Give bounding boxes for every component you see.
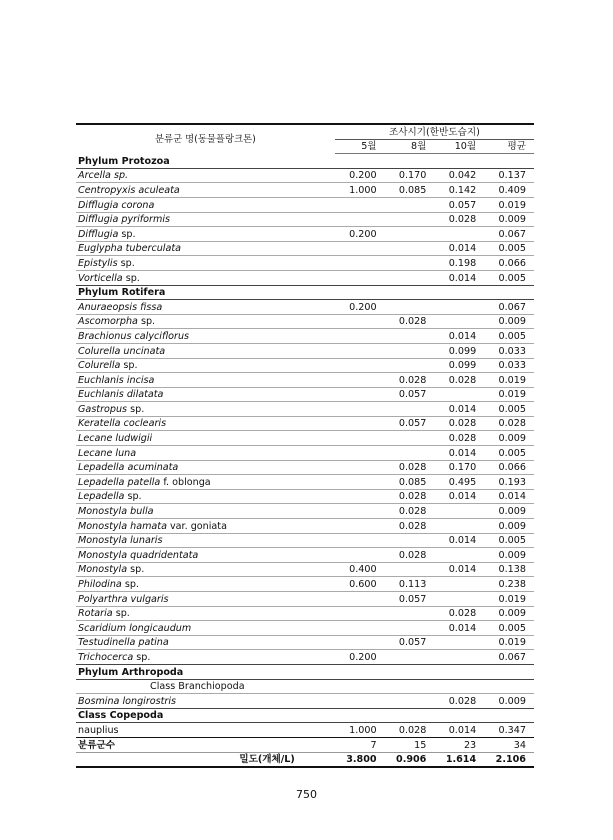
density-label: 밀도(개체/L) bbox=[76, 752, 335, 767]
taxon-name bbox=[76, 475, 335, 490]
value-aug: 0.028 bbox=[385, 519, 435, 534]
value-may: 0.200 bbox=[335, 227, 385, 242]
value-may bbox=[335, 694, 385, 709]
taxon-suffix: sp. bbox=[112, 608, 130, 620]
value-oct: 0.014 bbox=[434, 621, 484, 636]
taxon-genus: Scaridium longicaudum bbox=[78, 622, 192, 634]
value-may bbox=[335, 343, 385, 358]
table-row bbox=[76, 168, 534, 183]
taxon-genus: Ascomorpha bbox=[78, 316, 138, 328]
group-header-row bbox=[76, 285, 534, 300]
taxon-name bbox=[76, 650, 335, 665]
taxon-name bbox=[76, 212, 335, 227]
value-average: 0.238 bbox=[484, 577, 534, 592]
value-average: 0.409 bbox=[484, 183, 534, 198]
taxon-name bbox=[76, 314, 335, 329]
value-may bbox=[335, 519, 385, 534]
value-may bbox=[335, 416, 385, 431]
table-row bbox=[76, 212, 534, 227]
value-may bbox=[335, 475, 385, 490]
taxon-name bbox=[76, 270, 335, 285]
taxon-genus: Euglypha tuberculata bbox=[78, 243, 181, 255]
taxon-suffix: sp. bbox=[118, 228, 136, 240]
value-may bbox=[335, 431, 385, 446]
value-oct bbox=[434, 314, 484, 329]
value-average: 0.009 bbox=[484, 212, 534, 227]
value-aug bbox=[385, 197, 435, 212]
value-average: 0.019 bbox=[484, 373, 534, 388]
value-may bbox=[335, 387, 385, 402]
taxa-count-oct: 23 bbox=[434, 737, 484, 752]
value-average: 0.028 bbox=[484, 416, 534, 431]
table-row bbox=[76, 489, 534, 504]
value-oct: 0.014 bbox=[434, 489, 484, 504]
taxon-name bbox=[76, 227, 335, 242]
taxon-genus: Epistylis bbox=[78, 257, 118, 269]
taxon-name bbox=[76, 256, 335, 271]
value-oct: 0.198 bbox=[434, 256, 484, 271]
density-row bbox=[76, 752, 534, 767]
value-aug bbox=[385, 270, 435, 285]
value-aug: 0.028 bbox=[385, 723, 435, 738]
value-aug: 0.028 bbox=[385, 489, 435, 504]
value-may bbox=[335, 621, 385, 636]
page-number: 750 bbox=[296, 788, 317, 801]
taxon-name bbox=[76, 504, 335, 519]
value-may bbox=[335, 504, 385, 519]
table-row bbox=[76, 694, 534, 709]
value-average: 0.009 bbox=[484, 548, 534, 563]
value-may bbox=[335, 635, 385, 650]
taxon-name bbox=[76, 358, 335, 373]
taxon-name bbox=[76, 300, 335, 315]
taxon-name bbox=[76, 533, 335, 548]
taxon-name bbox=[76, 329, 335, 344]
value-oct bbox=[434, 592, 484, 607]
table-row bbox=[76, 241, 534, 256]
taxon-genus: Anuraeopsis fissa bbox=[78, 301, 163, 313]
value-average: 0.138 bbox=[484, 562, 534, 577]
value-may bbox=[335, 256, 385, 271]
value-may bbox=[335, 446, 385, 461]
taxon-genus: Philodina bbox=[78, 579, 122, 590]
value-average: 0.137 bbox=[484, 168, 534, 183]
value-oct: 0.014 bbox=[434, 402, 484, 417]
value-average: 0.005 bbox=[484, 241, 534, 256]
table-body bbox=[76, 154, 534, 738]
value-average: 0.067 bbox=[484, 650, 534, 665]
taxon-suffix: sp. bbox=[127, 564, 145, 576]
value-average: 0.009 bbox=[484, 431, 534, 446]
taxon-genus: Monostyla lunaris bbox=[78, 535, 163, 547]
value-aug bbox=[385, 606, 435, 621]
taxon-suffix: sp. bbox=[124, 491, 142, 503]
value-may bbox=[335, 241, 385, 256]
value-average: 0.019 bbox=[484, 197, 534, 212]
table-row bbox=[76, 650, 534, 665]
taxon-column-header: 분류군 명(동물플랑크톤) bbox=[154, 133, 256, 145]
taxon-suffix: var. goniata bbox=[166, 520, 227, 532]
group-label: Phylum Arthropoda bbox=[76, 664, 534, 679]
value-oct: 0.057 bbox=[434, 197, 484, 212]
value-oct: 0.028 bbox=[434, 431, 484, 446]
taxon-suffix: sp. bbox=[127, 403, 145, 415]
value-average: 0.019 bbox=[484, 592, 534, 607]
value-aug bbox=[385, 621, 435, 636]
value-oct: 0.099 bbox=[434, 358, 484, 373]
value-oct: 0.014 bbox=[434, 270, 484, 285]
table-row bbox=[76, 592, 534, 607]
value-aug bbox=[385, 402, 435, 417]
taxon-genus: Colurella bbox=[78, 360, 121, 372]
value-aug: 0.057 bbox=[385, 416, 435, 431]
value-average: 0.014 bbox=[484, 489, 534, 504]
taxon-genus: Difflugia corona bbox=[78, 199, 155, 211]
taxon-genus: Keratella coclearis bbox=[78, 418, 167, 430]
value-average: 0.009 bbox=[484, 694, 534, 709]
value-aug: 0.028 bbox=[385, 548, 435, 563]
taxa-count-row bbox=[76, 737, 534, 752]
taxon-name bbox=[76, 343, 335, 358]
value-aug bbox=[385, 256, 435, 271]
table-row bbox=[76, 416, 534, 431]
taxon-genus: Lecane ludwigii bbox=[78, 433, 153, 445]
taxon-name bbox=[76, 387, 335, 402]
value-oct bbox=[434, 635, 484, 650]
value-may bbox=[335, 373, 385, 388]
taxon-suffix: sp. bbox=[120, 360, 138, 372]
value-oct: 0.142 bbox=[434, 183, 484, 198]
taxon-genus: Polyarthra vulgaris bbox=[78, 593, 169, 605]
value-average: 0.067 bbox=[484, 300, 534, 315]
table-row bbox=[76, 314, 534, 329]
table-row bbox=[76, 227, 534, 242]
group-label: Phylum Protozoa bbox=[76, 154, 534, 169]
value-may bbox=[335, 358, 385, 373]
taxon-suffix: sp. bbox=[133, 651, 151, 663]
table-row bbox=[76, 533, 534, 548]
value-may bbox=[335, 402, 385, 417]
taxon-genus: Euchlanis dilatata bbox=[78, 389, 164, 401]
subclass-row bbox=[76, 679, 534, 694]
value-aug bbox=[385, 446, 435, 461]
table-row bbox=[76, 183, 534, 198]
value-aug: 0.085 bbox=[385, 183, 435, 198]
table-row bbox=[76, 329, 534, 344]
table-row bbox=[76, 300, 534, 315]
value-oct: 0.014 bbox=[434, 241, 484, 256]
value-average: 0.009 bbox=[484, 606, 534, 621]
taxon-name bbox=[76, 562, 335, 577]
taxon-name bbox=[76, 183, 335, 198]
value-average: 0.009 bbox=[484, 519, 534, 534]
value-may bbox=[335, 606, 385, 621]
value-oct bbox=[434, 227, 484, 242]
value-oct: 0.028 bbox=[434, 606, 484, 621]
group-header-row bbox=[76, 154, 534, 169]
value-may: 0.200 bbox=[335, 650, 385, 665]
value-average: 0.005 bbox=[484, 446, 534, 461]
table-row bbox=[76, 387, 534, 402]
taxa-count-may: 7 bbox=[335, 737, 385, 752]
taxa-count-aug: 15 bbox=[385, 737, 435, 752]
taxon-genus: Monostyla bulla bbox=[78, 506, 154, 518]
taxon-genus: Trichocerca bbox=[78, 651, 134, 663]
value-oct: 0.028 bbox=[434, 212, 484, 227]
value-may bbox=[335, 489, 385, 504]
table-row bbox=[76, 723, 534, 738]
value-aug: 0.057 bbox=[385, 592, 435, 607]
taxon-suffix: sp. bbox=[121, 579, 139, 590]
value-aug bbox=[385, 241, 435, 256]
value-average: 0.019 bbox=[484, 635, 534, 650]
value-aug: 0.028 bbox=[385, 373, 435, 388]
value-may: 1.000 bbox=[335, 183, 385, 198]
value-average: 0.067 bbox=[484, 227, 534, 242]
taxon-genus: Difflugia pyriformis bbox=[78, 214, 170, 226]
value-aug: 0.170 bbox=[385, 168, 435, 183]
table-row bbox=[76, 621, 534, 636]
table-row bbox=[76, 606, 534, 621]
value-may bbox=[335, 329, 385, 344]
value-oct: 0.042 bbox=[434, 168, 484, 183]
value-aug: 0.085 bbox=[385, 475, 435, 490]
value-aug: 0.028 bbox=[385, 314, 435, 329]
taxon-name bbox=[76, 592, 335, 607]
value-aug bbox=[385, 329, 435, 344]
value-oct: 0.028 bbox=[434, 694, 484, 709]
value-average: 0.347 bbox=[484, 723, 534, 738]
column-header-average: 평균 bbox=[484, 139, 534, 154]
value-average: 0.066 bbox=[484, 460, 534, 475]
taxon-name bbox=[76, 694, 335, 709]
taxon-name bbox=[76, 416, 335, 431]
value-may bbox=[335, 270, 385, 285]
value-aug: 0.113 bbox=[385, 577, 435, 592]
value-may: 0.200 bbox=[335, 300, 385, 315]
value-average: 0.033 bbox=[484, 343, 534, 358]
taxon-genus: Bosmina longirostris bbox=[78, 695, 177, 707]
taxon-genus: Brachionus calyciflorus bbox=[78, 330, 190, 342]
value-average: 0.019 bbox=[484, 387, 534, 402]
value-average: 0.066 bbox=[484, 256, 534, 271]
value-aug bbox=[385, 650, 435, 665]
taxon-name bbox=[76, 460, 335, 475]
value-average: 0.009 bbox=[484, 314, 534, 329]
value-average: 0.009 bbox=[484, 504, 534, 519]
column-header-aug: 8월 bbox=[385, 139, 435, 154]
group-header-row bbox=[76, 708, 534, 723]
table-row bbox=[76, 270, 534, 285]
column-header-may: 5월 bbox=[335, 139, 385, 154]
value-may: 0.400 bbox=[335, 562, 385, 577]
value-oct bbox=[434, 548, 484, 563]
value-aug bbox=[385, 227, 435, 242]
column-header-oct: 10월 bbox=[434, 139, 484, 154]
taxon-suffix: sp. bbox=[137, 316, 156, 328]
table-row bbox=[76, 373, 534, 388]
value-may bbox=[335, 592, 385, 607]
table-row bbox=[76, 548, 534, 563]
value-oct: 0.014 bbox=[434, 446, 484, 461]
taxon-genus: Arcella sp. bbox=[78, 170, 129, 182]
taxon-name bbox=[76, 168, 335, 183]
taxon-genus: Lepadella bbox=[78, 491, 125, 503]
taxon-genus: Difflugia bbox=[78, 228, 119, 240]
taxon-genus: Lepadella patella bbox=[78, 476, 161, 488]
value-aug: 0.028 bbox=[385, 460, 435, 475]
value-oct bbox=[434, 387, 484, 402]
density-oct: 1.614 bbox=[434, 752, 484, 767]
value-may bbox=[335, 533, 385, 548]
value-aug: 0.057 bbox=[385, 387, 435, 402]
table-row bbox=[76, 197, 534, 212]
value-oct: 0.099 bbox=[434, 343, 484, 358]
subclass-label: Class Branchiopoda bbox=[76, 679, 534, 694]
value-aug: 0.057 bbox=[385, 635, 435, 650]
value-may bbox=[335, 212, 385, 227]
taxon-name bbox=[76, 635, 335, 650]
taxon-name bbox=[76, 577, 335, 592]
value-may: 0.200 bbox=[335, 168, 385, 183]
taxon-name bbox=[76, 431, 335, 446]
value-oct bbox=[434, 577, 484, 592]
value-oct bbox=[434, 300, 484, 315]
survey-period-header: 조사시기(한반도습지) bbox=[335, 124, 534, 139]
taxon-name bbox=[76, 446, 335, 461]
taxon-genus: Rotaria bbox=[78, 608, 113, 620]
table-row bbox=[76, 562, 534, 577]
table-row bbox=[76, 358, 534, 373]
value-may: 1.000 bbox=[335, 723, 385, 738]
taxon-name bbox=[76, 548, 335, 563]
value-average: 0.033 bbox=[484, 358, 534, 373]
table-row bbox=[76, 402, 534, 417]
taxon-name bbox=[76, 241, 335, 256]
taxa-count-label: 분류군수 bbox=[76, 737, 335, 752]
value-oct bbox=[434, 504, 484, 519]
value-oct: 0.028 bbox=[434, 373, 484, 388]
value-oct: 0.495 bbox=[434, 475, 484, 490]
taxon-genus: Monostyla bbox=[78, 564, 128, 576]
taxon-genus: Vorticella bbox=[78, 272, 123, 284]
taxon-genus: Centropyxis aculeata bbox=[78, 184, 180, 196]
taxon-genus: Testudinella patina bbox=[78, 637, 169, 649]
group-header-row bbox=[76, 664, 534, 679]
value-may bbox=[335, 548, 385, 563]
value-may bbox=[335, 314, 385, 329]
table-row bbox=[76, 460, 534, 475]
value-may bbox=[335, 197, 385, 212]
value-average: 0.005 bbox=[484, 402, 534, 417]
taxon-name bbox=[76, 402, 335, 417]
value-may bbox=[335, 460, 385, 475]
value-oct: 0.028 bbox=[434, 416, 484, 431]
density-may: 3.800 bbox=[335, 752, 385, 767]
table-row bbox=[76, 577, 534, 592]
table-row bbox=[76, 519, 534, 534]
value-aug bbox=[385, 533, 435, 548]
value-aug: 0.028 bbox=[385, 504, 435, 519]
value-oct: 0.014 bbox=[434, 329, 484, 344]
taxon-genus: Colurella uncinata bbox=[78, 345, 166, 357]
value-average: 0.005 bbox=[484, 270, 534, 285]
taxon-name bbox=[76, 621, 335, 636]
taxon-suffix: nauplius bbox=[78, 724, 119, 736]
value-oct: 0.170 bbox=[434, 460, 484, 475]
group-label: Class Copepoda bbox=[76, 708, 534, 723]
value-average: 0.005 bbox=[484, 621, 534, 636]
table-row bbox=[76, 635, 534, 650]
taxon-genus: Monostyla quadridentata bbox=[78, 549, 199, 561]
value-average: 0.193 bbox=[484, 475, 534, 490]
table-row bbox=[76, 504, 534, 519]
table-row bbox=[76, 256, 534, 271]
value-aug bbox=[385, 562, 435, 577]
value-aug bbox=[385, 300, 435, 315]
taxon-genus: Monostyla hamata bbox=[78, 520, 167, 532]
value-aug bbox=[385, 694, 435, 709]
taxon-name bbox=[76, 197, 335, 212]
table-row bbox=[76, 343, 534, 358]
value-oct: 0.014 bbox=[434, 723, 484, 738]
taxon-name bbox=[76, 519, 335, 534]
value-oct: 0.014 bbox=[434, 533, 484, 548]
table-row bbox=[76, 446, 534, 461]
density-aug: 0.906 bbox=[385, 752, 435, 767]
taxa-count-average: 34 bbox=[484, 737, 534, 752]
taxon-name bbox=[76, 489, 335, 504]
taxon-suffix: f. oblonga bbox=[160, 476, 211, 488]
taxon-genus: Lecane luna bbox=[78, 447, 137, 459]
density-average: 2.106 bbox=[484, 752, 534, 767]
taxon-name bbox=[76, 373, 335, 388]
group-label: Phylum Rotifera bbox=[76, 285, 534, 300]
value-oct bbox=[434, 650, 484, 665]
value-may: 0.600 bbox=[335, 577, 385, 592]
value-aug bbox=[385, 358, 435, 373]
value-oct: 0.014 bbox=[434, 562, 484, 577]
taxon-genus: Gastropus bbox=[78, 403, 128, 415]
table-row bbox=[76, 475, 534, 490]
value-aug bbox=[385, 343, 435, 358]
zooplankton-table bbox=[76, 123, 534, 768]
value-average: 0.005 bbox=[484, 329, 534, 344]
taxon-name bbox=[76, 606, 335, 621]
table-row bbox=[76, 431, 534, 446]
value-aug bbox=[385, 212, 435, 227]
value-oct bbox=[434, 519, 484, 534]
taxon-genus: Euchlanis incisa bbox=[78, 374, 155, 386]
taxon-suffix: sp. bbox=[117, 257, 135, 269]
taxon-name bbox=[76, 723, 335, 738]
value-aug bbox=[385, 431, 435, 446]
taxon-suffix: sp. bbox=[122, 272, 140, 284]
value-average: 0.005 bbox=[484, 533, 534, 548]
taxon-genus: Lepadella acuminata bbox=[78, 462, 179, 474]
